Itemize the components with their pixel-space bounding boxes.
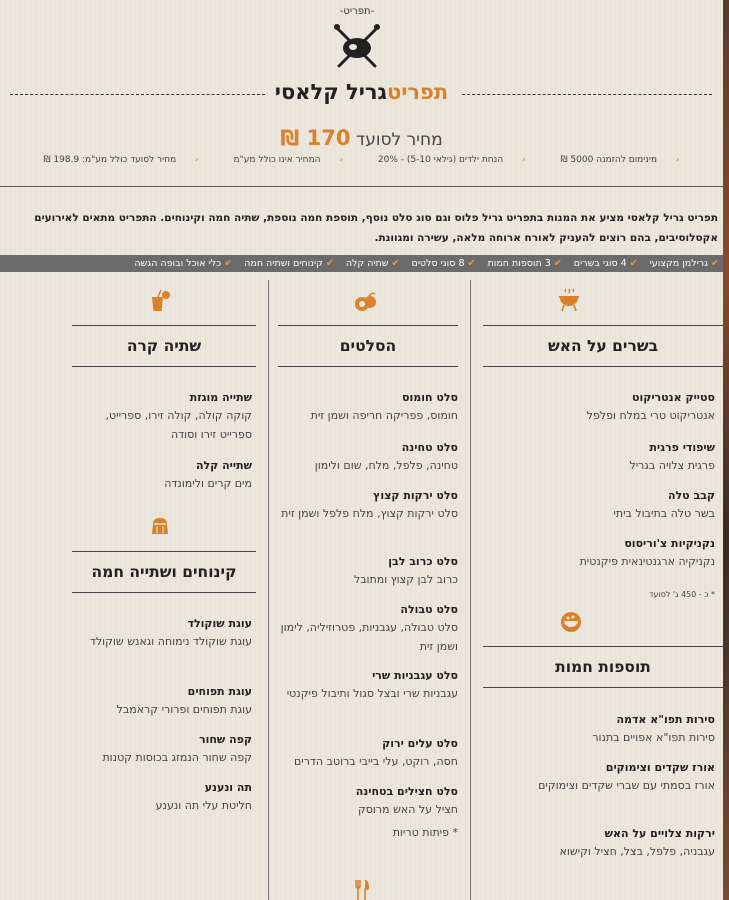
menu-item: סירות תפו"א אדמה סירות תפו"א אפויים בתנור [592,713,715,744]
salads-note: * פיתות טריות [392,826,458,839]
menu-item: סלט עגבניות שרי עגבניות שרי ובצל סגול ותיבול פיקנטי [286,669,458,700]
checkmark-icon: ✔ [629,258,638,269]
info-line [0,155,723,165]
feature-item: ✔קינוחים ושתיה חמה [244,258,334,269]
menu-item: סלט חומוס חומוס, פפריקה חריפה ושמן זית [310,391,458,422]
menu-item: סלט עלים ירוק חסה, רוקט, עלי בייבי ברוטב הדרים [293,737,458,768]
section-title-meat: בשרים על האש [483,325,723,367]
feature-item: ✔גרילמן מקצועי [649,258,719,269]
dessert-icon [148,514,172,538]
salad-icon [354,290,378,314]
menu-item: עוגת תפוחים עוגת תפוחים ופרורי קראמבל [116,685,252,716]
feature-item: ✔שתיה קלה [345,258,400,269]
info-item: ‹ המחיר אינו כולל מע"מ [233,155,344,165]
drink-icon [148,289,172,313]
menu-item: שתייה קלה מים קרים ולימונדה [164,459,252,490]
info-item: ‹ מחיר לסועד כולל מע"מ: 198.9 ₪ [43,155,199,165]
menu-item: סלט כרוב לבן כרוב לבן קצוץ ומתובל [353,555,458,586]
price-label: מחיר לסועד [355,130,443,150]
menu-item: סטייק אנטריקוט אנטריקוט טרי במלח ופלפל [586,391,715,422]
menu-item: שיפודי פרגית פרגית צלויה בגריל [629,441,715,472]
section-title-sides: תוספות חמות [483,646,723,688]
menu-item: סלט ירקות קצוץ סלט ירקות קצוץ, מלח פלפל ושמן זית [281,489,458,520]
page-title [0,80,723,104]
feature-item: ✔8 סוגי סלטים [411,258,476,269]
meat-note: * כ - 450 ג' לסועד [649,590,715,599]
info-item: ‹ מינימום להזמנה 5000 ₪ [560,155,680,165]
section-title-desserts: קינוחים ושתייה חמה [72,551,256,593]
info-item: ‹ הנחת ילדים (גילאי 5-10) - 20% [377,155,526,165]
checkmark-icon: ✔ [224,258,233,269]
column-divider [470,280,471,900]
background-strip [723,0,729,900]
feature-item: ✔4 סוגי בשרים [573,258,638,269]
sides-icon [559,609,583,633]
menu-item: נקניקיות צ'וריסוס נקניקיה ארגנטינאית פיקנטית [579,537,715,568]
checkmark-icon: ✔ [467,258,476,269]
menu-description: תפריט גריל קלאסי מציע את המנות בתפריט גריל פלוס וגם סוג סלט נוסף, תוספת חמה נוספת, שתיה חמה וקינוחים. התפריט מתאים לאירועים אקסלוסיבים, בהם רוצים להעניק לאורח ארוחה מלאה, עשירה ומגוונת. [34,212,718,244]
menu-item: תה ונענע חליטת עלי תה ונענע [155,781,252,812]
feature-item: ✔3 תוספות חמות [487,258,562,269]
checkmark-icon: ✔ [325,258,334,269]
cutlery-icon [354,880,378,900]
section-title-salads: הסלטים [278,325,458,367]
divider [0,186,723,187]
features-bar [0,255,723,272]
checkmark-icon: ✔ [391,258,400,269]
feature-item: ✔כלי אוכל ובופה הגשה [134,258,233,269]
menu-item: סלט טבולה סלט טבולה, עגבניות, פטרוזיליה, לימון ושמן זית [280,603,458,653]
checkmark-icon: ✔ [553,258,562,269]
grill-logo-icon [327,6,387,68]
checkmark-icon: ✔ [711,258,719,269]
menu-item: אורז שקדים וצימוקים אורז בסמתי עם שברי שקדים וצימוקים [538,761,715,792]
title-accent: תפריט [386,80,449,104]
menu-item: קבב טלה בשר טלה בתיבול ביתי [613,489,715,520]
logo-text: -תפריט- [339,6,375,17]
menu-item: קפה שחור קפה שחור הנמזג בכוסות קטנות [102,733,252,764]
menu-item: עוגת שוקולד עוגת שוקולד נימוחה וגאנש שוקולד [89,617,252,648]
menu-item: שתייה מוגזת קוקה קולה, קולה זירו, ספרייט, ספרייט זירו וסודה [105,391,252,441]
price-amount: 170 ₪ [280,126,351,150]
title-main: גריל קלאסי [274,80,387,104]
menu-item: סלט טחינה טחינה, פלפל, מלח, שום ולימון [314,441,458,472]
menu-item: סלט חצילים בטחינה חציל על האש מרוסק [355,785,458,816]
section-title-drinks: שתיה קרה [72,325,256,367]
menu-item: ירקות צלויים על האש עגבניה, פלפל, בצל, חציל וקישוא [559,827,715,858]
price-line [0,126,723,150]
grill-icon [557,288,581,312]
column-divider [268,280,269,900]
